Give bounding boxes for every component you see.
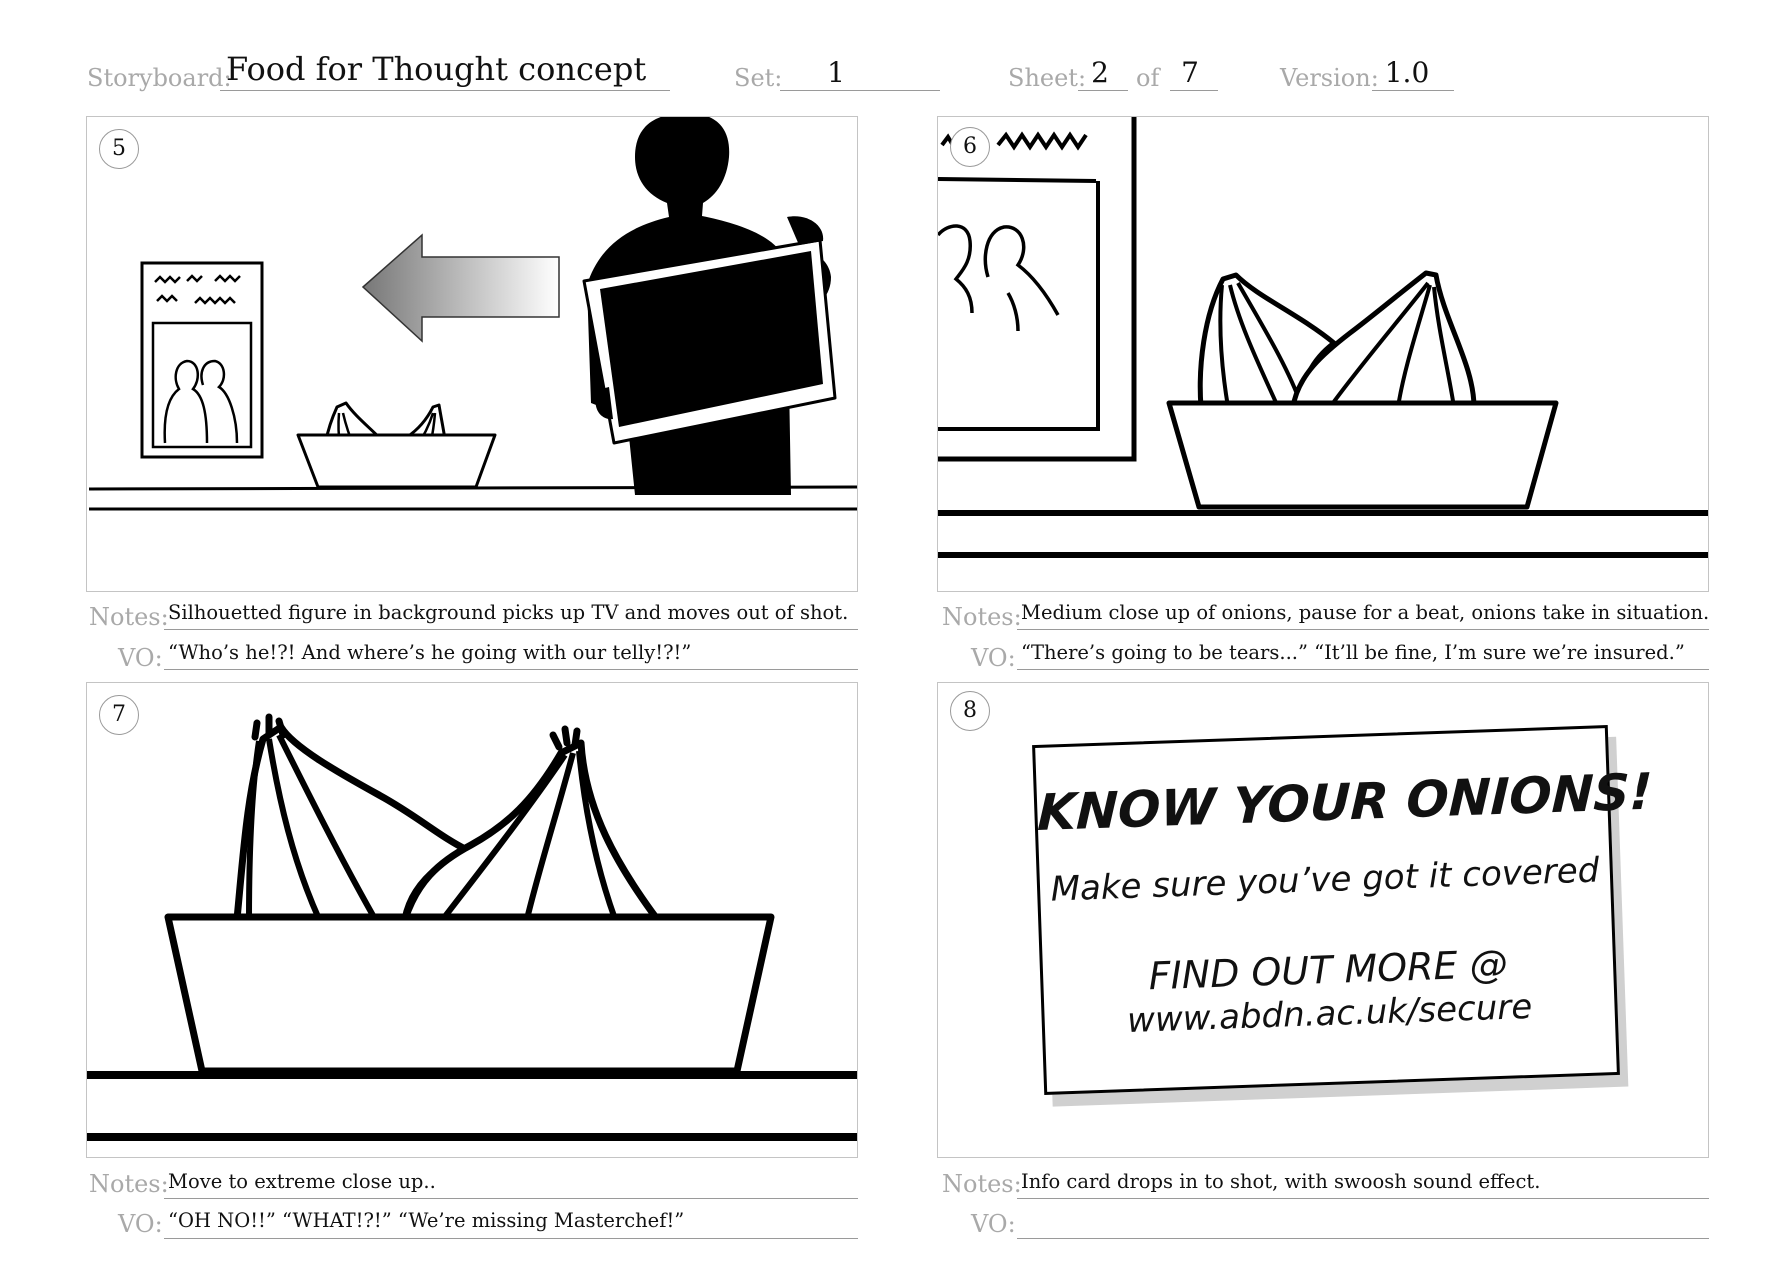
notes-label: Notes: (942, 1170, 1022, 1198)
panel-6-drawing (938, 117, 1709, 592)
storyboard-label: Storyboard: (87, 64, 232, 92)
notes-line (164, 1198, 858, 1199)
storyboard-title-line (220, 90, 670, 91)
panel-7-drawing (87, 683, 858, 1158)
panel-number: 6 (950, 127, 990, 167)
notes-label: Notes: (89, 603, 169, 631)
left-arrow-icon (363, 235, 559, 341)
info-card-subline: Make sure you’ve got it covered (1050, 850, 1600, 910)
onion-bowl-icon (298, 403, 495, 487)
info-card (1032, 725, 1654, 1095)
panel-5-drawing (87, 117, 858, 592)
set-line (780, 90, 940, 91)
vo-line (1017, 1238, 1709, 1239)
panel-5-vo: “Who’s he!?! And where’s he going with our telly!?!” (168, 641, 692, 664)
version-line (1372, 90, 1454, 91)
storyboard-panel-5 (86, 116, 858, 592)
vo-label: VO: (971, 1210, 1016, 1238)
vo-line (1017, 669, 1709, 670)
storyboard-panel-6 (937, 116, 1709, 592)
storyboard-panel-7 (86, 682, 858, 1158)
vo-label: VO: (971, 644, 1016, 672)
version-label: Version: (1280, 64, 1379, 92)
panel-number: 5 (99, 129, 139, 169)
panel-number: 7 (99, 695, 139, 735)
notes-label: Notes: (942, 603, 1022, 631)
panel-5-notes: Silhouetted figure in background picks up TV and moves out of shot. (168, 601, 849, 624)
sheet-total-line (1170, 90, 1218, 91)
notes-label: Notes: (89, 1170, 169, 1198)
vo-line (164, 669, 858, 670)
panel-7-vo: “OH NO!!” “WHAT!?!” “We’re missing Masterchef!” (168, 1209, 685, 1232)
wall-poster-icon (938, 117, 1134, 459)
info-card-headline: KNOW YOUR ONIONS! (1036, 762, 1654, 843)
of-label: of (1136, 64, 1160, 92)
sheet-line (1078, 90, 1128, 91)
vo-line (164, 1238, 858, 1239)
info-card-cta: FIND OUT MORE @ (1147, 941, 1509, 999)
onion-bowl-icon (1169, 273, 1556, 507)
sheet-total-value: 7 (1181, 56, 1199, 89)
panel-6-vo: “There’s going to be tears...” “It’ll be fine, I’m sure we’re insured.” (1021, 641, 1685, 664)
notes-line (1017, 629, 1709, 630)
sheet-value: 2 (1091, 56, 1109, 89)
vo-label: VO: (118, 1210, 163, 1238)
panel-7-notes: Move to extreme close up.. (168, 1170, 436, 1193)
panel-6-notes: Medium close up of onions, pause for a beat, onions take in situation. (1021, 601, 1710, 624)
panel-number: 8 (950, 691, 990, 731)
notes-line (164, 629, 858, 630)
storyboard-title: Food for Thought concept (226, 50, 647, 88)
wall-poster-icon (142, 263, 262, 457)
notes-line (1017, 1198, 1709, 1199)
info-card-url: www.abdn.ac.uk/secure (1126, 986, 1533, 1041)
onion-bowl-icon (168, 717, 771, 1071)
storyboard-panel-8 (937, 682, 1709, 1158)
vo-label: VO: (118, 644, 163, 672)
set-label: Set: (734, 64, 783, 92)
version-value: 1.0 (1384, 56, 1430, 89)
set-value: 1 (827, 56, 845, 89)
sheet-label: Sheet: (1008, 64, 1087, 92)
panel-8-notes: Info card drops in to shot, with swoosh sound effect. (1021, 1170, 1541, 1193)
